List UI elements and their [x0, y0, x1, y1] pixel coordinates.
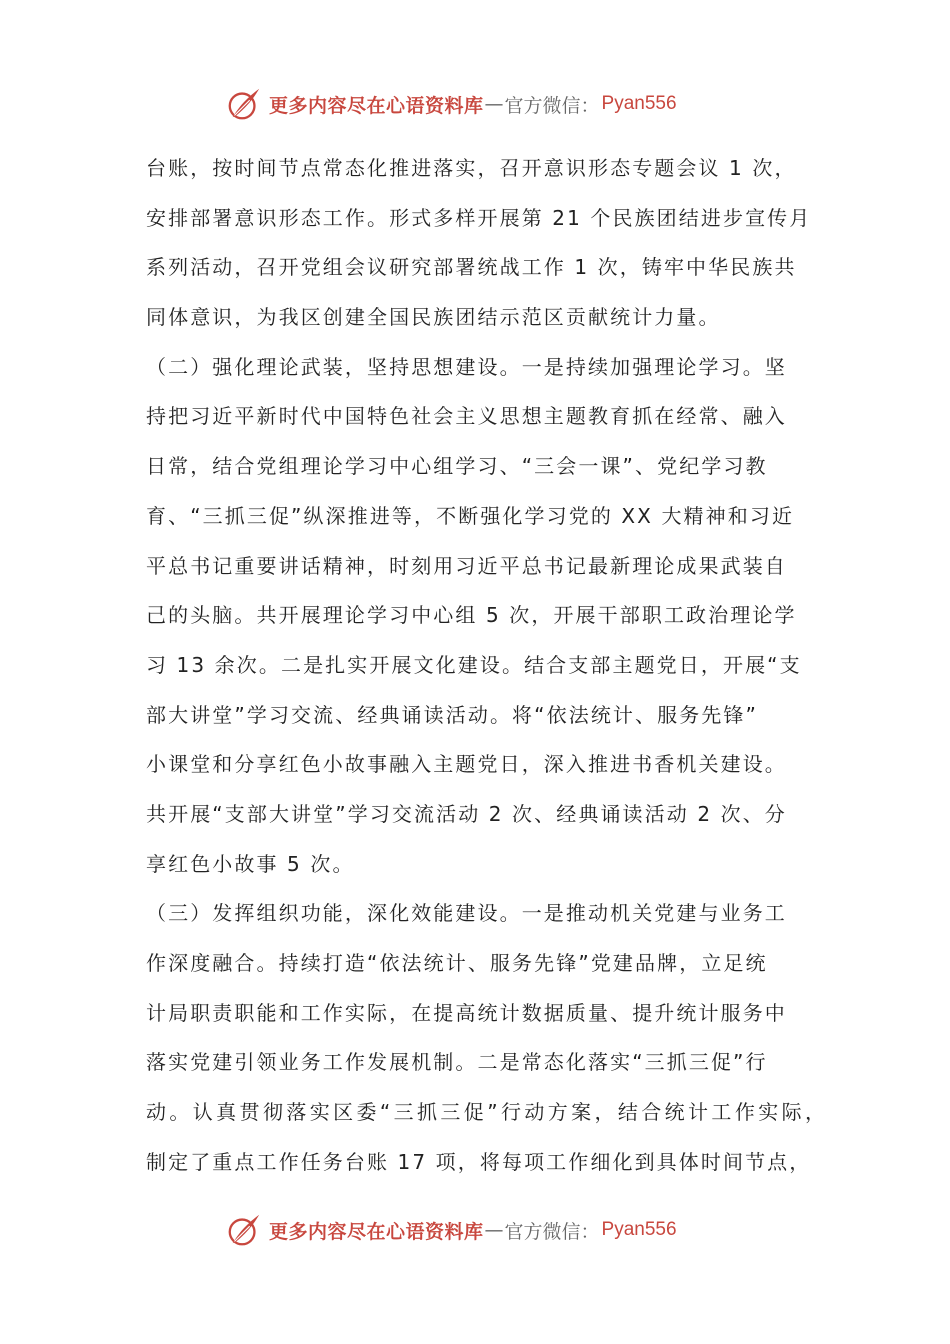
text-line: 同体意识，为我区创建全国民族团结示范区贡献统计力量。	[146, 305, 721, 330]
text-line: 平总书记重要讲话精神，时刻用习近平总书记最新理论成果武装自	[146, 553, 787, 578]
text-line: 部大讲堂”学习交流、经典诵读活动。将“依法统计、服务先锋”	[146, 702, 758, 727]
watermark-site-name: 更多内容尽在心语资料库	[269, 94, 484, 117]
text-line: 己的头脑。共开展理论学习中心组 5 次，开展干部职工政治理论学	[146, 603, 797, 628]
text-line: 动。认真贯彻落实区委“三抓三促”行动方案，结合统计工作实际，	[146, 1100, 826, 1125]
text-line: （三）发挥组织功能，深化效能建设。一是推动机关党建与业务工	[146, 901, 787, 926]
text-line: 落实党建引领业务工作发展机制。二是常态化落实“三抓三促”行	[146, 1050, 768, 1075]
text-line: 享红色小故事 5 次。	[146, 851, 355, 876]
text-line: 安排部署意识形态工作。形式多样开展第 21 个民族团结进步宣传月	[146, 205, 812, 230]
text-line: 育、“三抓三促”纵深推进等，不断强化学习党的 XX 大精神和习近	[146, 503, 795, 528]
watermark-wechat-id: Pyan556	[601, 1219, 677, 1240]
text-line: 系列活动，召开党组会议研究部署统战工作 1 次，铸牢中华民族共	[146, 255, 797, 280]
text-line: 计局职责职能和工作实际，在提高统计数据质量、提升统计服务中	[146, 1000, 787, 1025]
watermark-wechat-id: Pyan556	[601, 93, 677, 114]
quill-seal-icon	[225, 85, 263, 123]
quill-seal-icon	[225, 1211, 263, 1249]
text-line: 习 13 余次。二是扎实开展文化建设。结合支部主题党日，开展“支	[146, 652, 802, 677]
text-line: （二）强化理论武装，坚持思想建设。一是持续加强理论学习。坚	[146, 354, 787, 379]
text-line: 制定了重点工作任务台账 17 项，将每项工作细化到具体时间节点，	[146, 1149, 812, 1174]
text-line: 台账，按时间节点常态化推进落实，召开意识形态专题会议 1 次，	[146, 156, 797, 180]
watermark-dash: —	[484, 1219, 504, 1241]
header-watermark	[225, 84, 677, 124]
document-body	[146, 144, 826, 1187]
text-line: 小课堂和分享红色小故事融入主题党日，深入推进书香机关建设。	[146, 752, 787, 777]
footer-watermark	[225, 1210, 677, 1250]
text-line: 共开展“支部大讲堂”学习交流活动 2 次、经典诵读活动 2 次、分	[146, 801, 787, 826]
text-line: 持把习近平新时代中国特色社会主义思想主题教育抓在经常、融入	[146, 404, 787, 429]
watermark-dash: —	[484, 93, 504, 115]
watermark-label: 官方微信：	[504, 94, 600, 117]
text-line: 日常，结合党组理论学习中心组学习、“三会一课”、党纪学习教	[146, 454, 768, 479]
watermark-label: 官方微信：	[504, 1220, 600, 1243]
watermark-site-name: 更多内容尽在心语资料库	[269, 1220, 484, 1243]
text-line: 作深度融合。持续打造“依法统计、服务先锋”党建品牌，立足统	[146, 951, 768, 975]
